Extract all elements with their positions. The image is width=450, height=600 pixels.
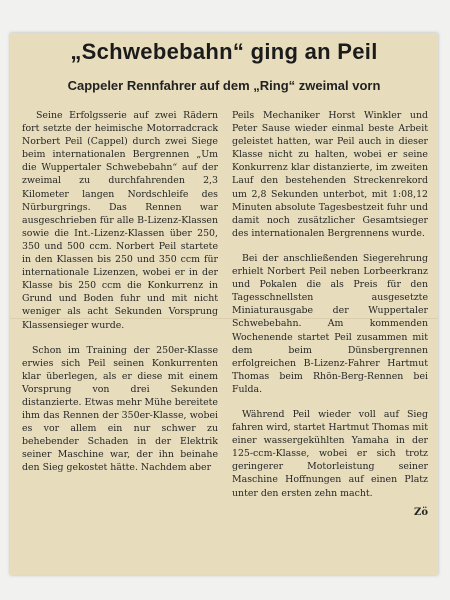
subheadline: Cappeler Rennfahrer auf dem „Ring“ zweimal vorn (67, 78, 381, 93)
paragraph: Seine Erfolgsserie auf zwei Rädern fort setzte der heimische Motorradcrack Norbert Peil (Cappel) durch zwei Siege beim internationalen Bergrennen „Um die Wuppertaler Schwebebahn“ auf der zweimal zu durchfahrenden 2,3 Kilometer langen Nordschleife des Nürburgrings. Das Rennen war ausgeschrieben für alle B-Lizenz-Klassen sowie die Int.-Lizenz-Klassen über 250, 350 und 500 ccm. Norbert Peil startete in den Klassen bis 250 und 350 ccm für internationale Lizenzen, wobei er in der Klasse bis 250 ccm die Konkurrenz in Grund und Boden fuhr und mit nicht weniger als acht Sekunden Vorsprung Klassensieger wurde. (22, 110, 218, 331)
headline: „Schwebebahn“ ging an Peil (70, 39, 378, 64)
paragraph: Während Peil wieder voll auf Sieg fahren wird, startet Hartmut Thomas mit einer wassergekühlten Yamaha in der 125-ccm-Klasse, wobei er sich trotz geringerer Motorleistung seiner Maschine Hoffnungen auf einen Platz unter den ersten zehn macht. (232, 408, 428, 499)
paragraph: Bei der anschließenden Siegerehrung erhielt Norbert Peil neben Lorbeerkranz und Pokalen die als Preis für den Tagesschnellsten ausgesetzte Miniaturausgabe der Wuppertaler Schwebebahn. Am kommenden Wochenende startet Peil zusammen mit dem beim Dünsbergrennen erfolgreichen B-Lizenz-Fahrer Hartmut Thomas beim Rhön-Berg-Rennen bei Fulda. (232, 252, 428, 395)
article-column-right (232, 109, 428, 519)
paragraph: Schon im Training der 250er-Klasse erwies sich Peil seinen Konkurrenten klar überlegen, als er diese mit einem Vorsprung von drei Sekunden distanzierte. Etwas mehr Mühe bereitete ihm das Rennen der 350er-Klasse, wobei es vor allem ein nur schwer zu behebender Schaden in der Elektrik seiner Maschine war, der ihn beinahe den Sieg gekostet hätte. Nachdem aber (22, 344, 218, 474)
newspaper-clipping (10, 33, 438, 575)
article-column-left (22, 109, 218, 487)
paragraph: Peils Mechaniker Horst Winkler und Peter Sause wieder einmal beste Arbeit geleistet hatten, war Peil auch in dieser Klasse nicht zu halten, wobei er seine Konkurrenz klar distanzierte, im zweiten Lauf den bestehenden Streckenrekord um 2,8 Sekunden unterbot, mit 1:08,12 Minuten absolute Tagesbestzeit fuhr und damit noch zusätzlicher Gesamtsieger des internationalen Bergrennens wurde. (232, 110, 428, 239)
paper-crease (10, 318, 438, 319)
author-signature: Zö (414, 506, 428, 518)
